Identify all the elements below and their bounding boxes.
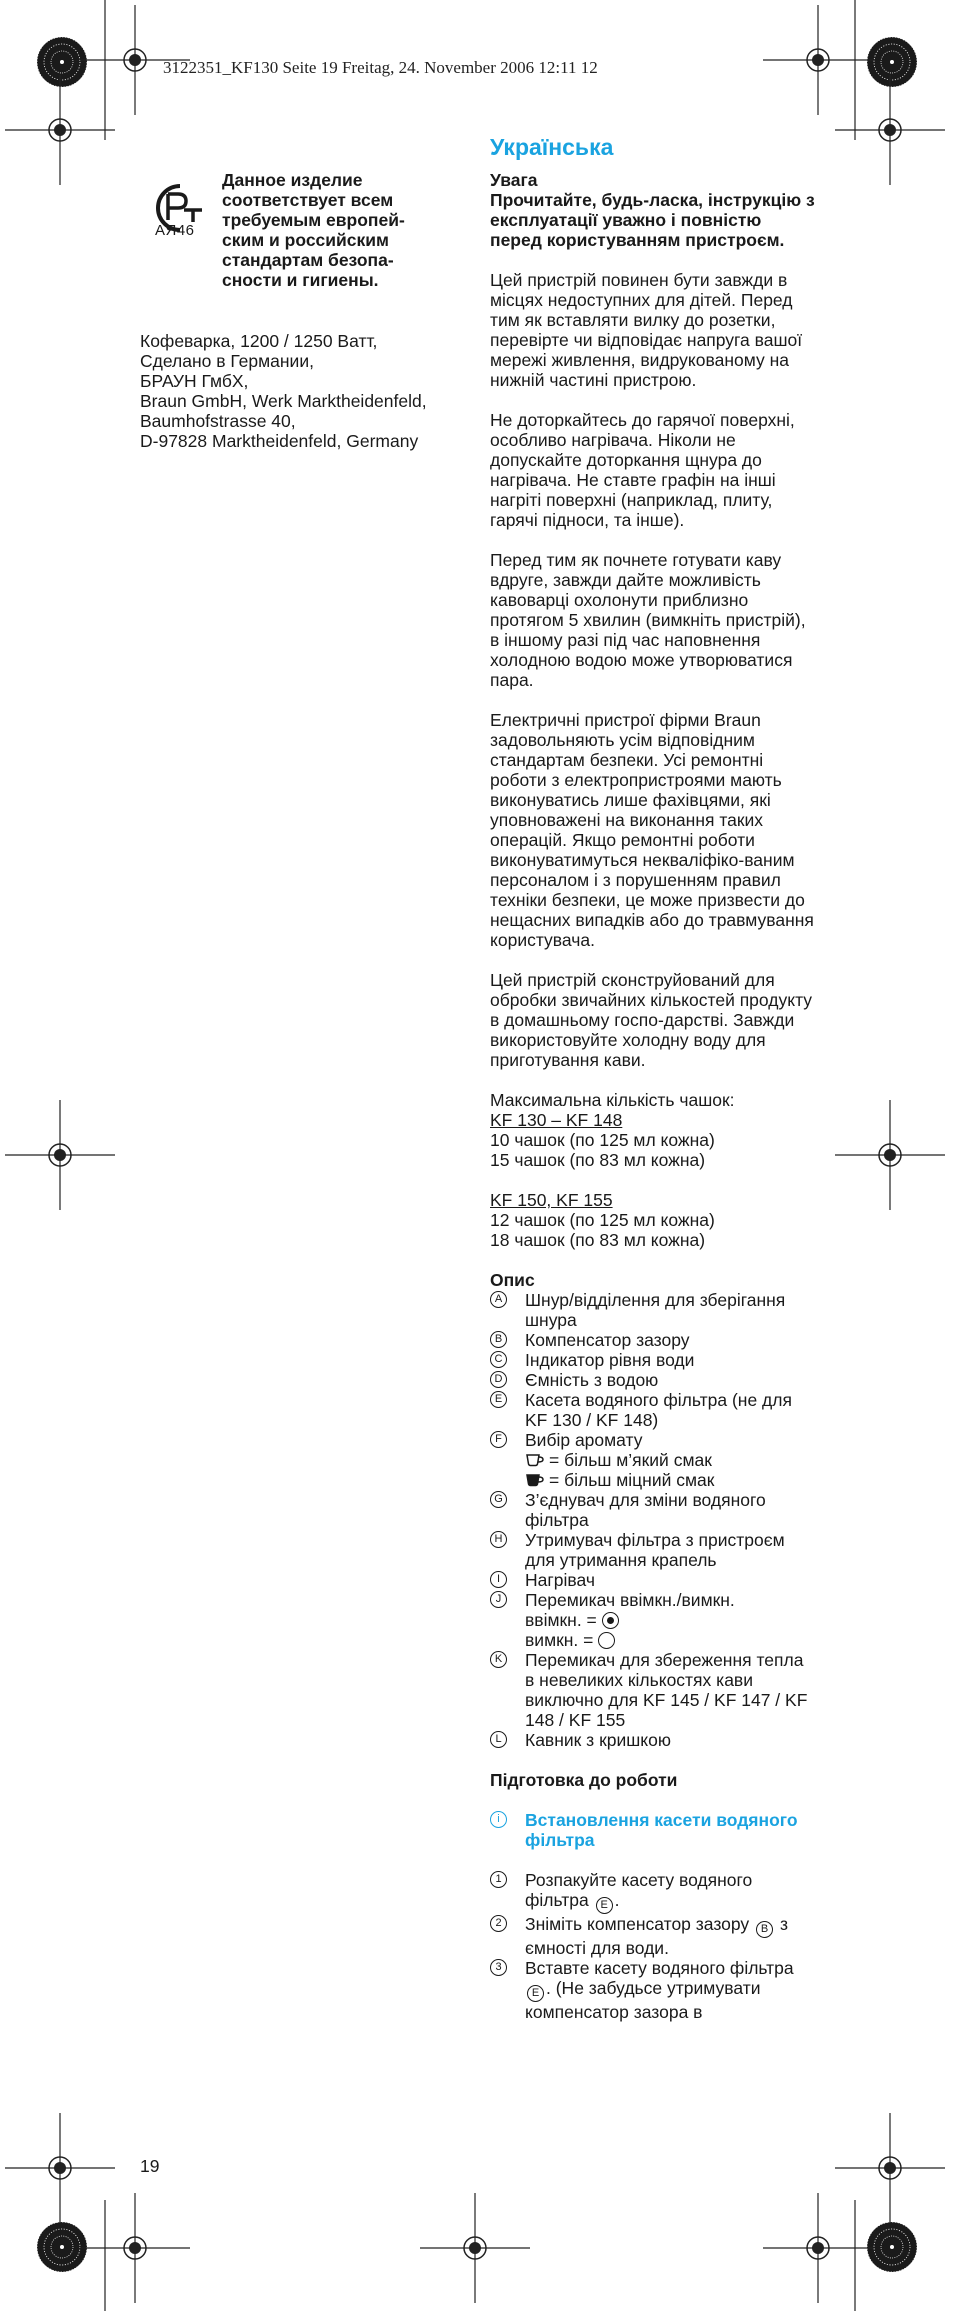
description-item: I Нагрівач (490, 1570, 815, 1590)
cups-line: 15 чашок (по 83 мл кожна) (490, 1150, 706, 1170)
step-number: 1 (490, 1871, 507, 1888)
warning-heading: Увага (490, 170, 538, 190)
prep-heading: Підготовка до роботи (490, 1770, 678, 1790)
description-item: A Шнур/відділення для зберігання шнура (490, 1290, 815, 1330)
switch-on-icon (602, 1612, 619, 1629)
paragraph: Перед тим як почнете готувати каву вдруге, завжди дайте можливість кавоварці охолонути приблизно протягом 5 хвилин (вимкніть пристрій), в іншому разі під час наповнення холодною водою може утворюватися пара. (490, 550, 806, 690)
models-b: KF 150, KF 155 (490, 1190, 613, 1210)
description-item: H Утримувач фільтра з пристроєм для утримання крапель (490, 1530, 815, 1570)
step-item: 2 Зніміть компенсатор зазору B з ємності для води. (490, 1914, 815, 1958)
warning-text: Прочитайте, будь-ласка, інструкцію з експлуатації уважно і повністю перед користуванням пристроєм. (490, 190, 815, 250)
letter-marker: C (490, 1351, 507, 1368)
letter-marker: D (490, 1371, 507, 1388)
step-item: 1 Розпакуйте касету водяного фільтра E . (490, 1870, 815, 1914)
description-item: J Перемикач ввімкн./вимкн. (490, 1590, 815, 1610)
mild-cup-icon (525, 1453, 545, 1467)
letter-marker: L (490, 1731, 507, 1748)
ref-marker: E (527, 1985, 544, 2002)
letter-marker: J (490, 1591, 507, 1608)
cups-intro: Максимальна кількість чашок: (490, 1090, 735, 1110)
paragraph: Електричні пристрої фірми Braun задовольняють усім відповідним стандартам безпеки. Усі ремонтні роботи з електропристроями мають виконуватись лише фахівцями, які уповноважені на виконання таких операцій. Якщо ремонтні роботи виконуватимуться некваліфіко-ваним персоналом і з порушенням правил техніки безпеки, це може призвести до нещасних випадків або до травмування користувача. (490, 710, 814, 950)
step-number: 2 (490, 1915, 507, 1932)
product-info (140, 331, 470, 451)
description-item: B Компенсатор зазору (490, 1330, 815, 1350)
aroma-mild-line: = більш м’який смак (490, 1450, 815, 1470)
paragraph: Цей пристрій сконструйований для обробки звичайних кількостей продукту в домашньому госпо-дарстві. Завжди використовуйте холодну воду для приготування кави. (490, 970, 813, 1070)
product-line: Baumhofstrasse 40, (140, 411, 296, 431)
letter-marker: B (490, 1331, 507, 1348)
product-line: БРАУН ГмбХ, (140, 371, 249, 391)
letter-marker: K (490, 1651, 507, 1668)
paragraph: Цей пристрій повинен бути завжди в місцях недоступних для дітей. Перед тим як вставляти вилку до розетки, перевірте чи відповідає напруга вашої мережі живлення, видрукованому на нижній частині пристрою. (490, 270, 803, 390)
info-icon: i (490, 1811, 507, 1828)
description-item: L Кавник з кришкою (490, 1730, 815, 1750)
main-column (490, 170, 815, 2022)
letter-marker: A (490, 1291, 507, 1308)
letter-marker: I (490, 1571, 507, 1588)
strong-cup-icon (525, 1473, 545, 1487)
print-header-line: 3122351_KF130 Seite 19 Freitag, 24. November 2006 12:11 12 (163, 58, 598, 77)
product-line: D-97828 Marktheidenfeld, Germany (140, 431, 419, 451)
product-line: Сделано в Германии, (140, 351, 314, 371)
ref-marker: E (596, 1897, 613, 1914)
letter-marker: F (490, 1431, 507, 1448)
switch-on-line: ввімкн. = (490, 1610, 815, 1630)
description-item: G З’єднувач для зміни водяного фільтра (490, 1490, 815, 1530)
letter-marker: H (490, 1531, 507, 1548)
ref-marker: B (756, 1921, 773, 1938)
letter-marker: E (490, 1391, 507, 1408)
cups-line: 18 чашок (по 83 мл кожна) (490, 1230, 706, 1250)
letter-marker: G (490, 1491, 507, 1508)
language-title: Українська (490, 134, 614, 160)
description-item: C Індикатор рівня води (490, 1350, 815, 1370)
paragraph: Не доторкайтесь до гарячої поверхні, особливо нагрівача. Ніколи не допускайте доторкання щнура до нагрівача. Не ставте графін на інші нагріті поверхні (наприклад, плиту, гарячі підноси, та інше). (490, 410, 795, 530)
certification-statement: Данное изделие соответствует всем требуемым европей-ским и российским стандартам безопа-сности и гигиены. (222, 170, 405, 290)
description-heading: Опис (490, 1270, 535, 1290)
cups-line: 10 чашок (по 125 мл кожна) (490, 1130, 715, 1150)
filter-heading: i Встановлення касети водяного фільтра (490, 1810, 815, 1850)
product-line: Кофеварка, 1200 / 1250 Ватт, (140, 331, 378, 351)
step-item: 3 Вставте касету водяного фільтра E . (Не забудьсе утримувати компенсатор зазора в (490, 1958, 815, 2022)
cups-line: 12 чашок (по 125 мл кожна) (490, 1210, 715, 1230)
page-number: 19 (140, 2156, 160, 2176)
switch-off-icon (598, 1632, 615, 1649)
aroma-strong-line: = більш міцний смак (490, 1470, 815, 1490)
switch-off-line: вимкн. = (490, 1630, 815, 1650)
product-line: Braun GmbH, Werk Marktheidenfeld, (140, 391, 427, 411)
certification-code: АЯ46 (155, 222, 195, 239)
step-number: 3 (490, 1959, 507, 1976)
description-item: F Вибір аромату (490, 1430, 815, 1450)
description-item: K Перемикач для збереження тепла в невеликих кількостях кави виключно для KF 145 / KF 147 / KF 148 / KF 155 (490, 1650, 815, 1730)
description-item: D Ємність з водою (490, 1370, 815, 1390)
description-item: E Касета водяного фільтра (не для KF 130 / KF 148) (490, 1390, 815, 1430)
models-a: KF 130 – KF 148 (490, 1110, 623, 1130)
